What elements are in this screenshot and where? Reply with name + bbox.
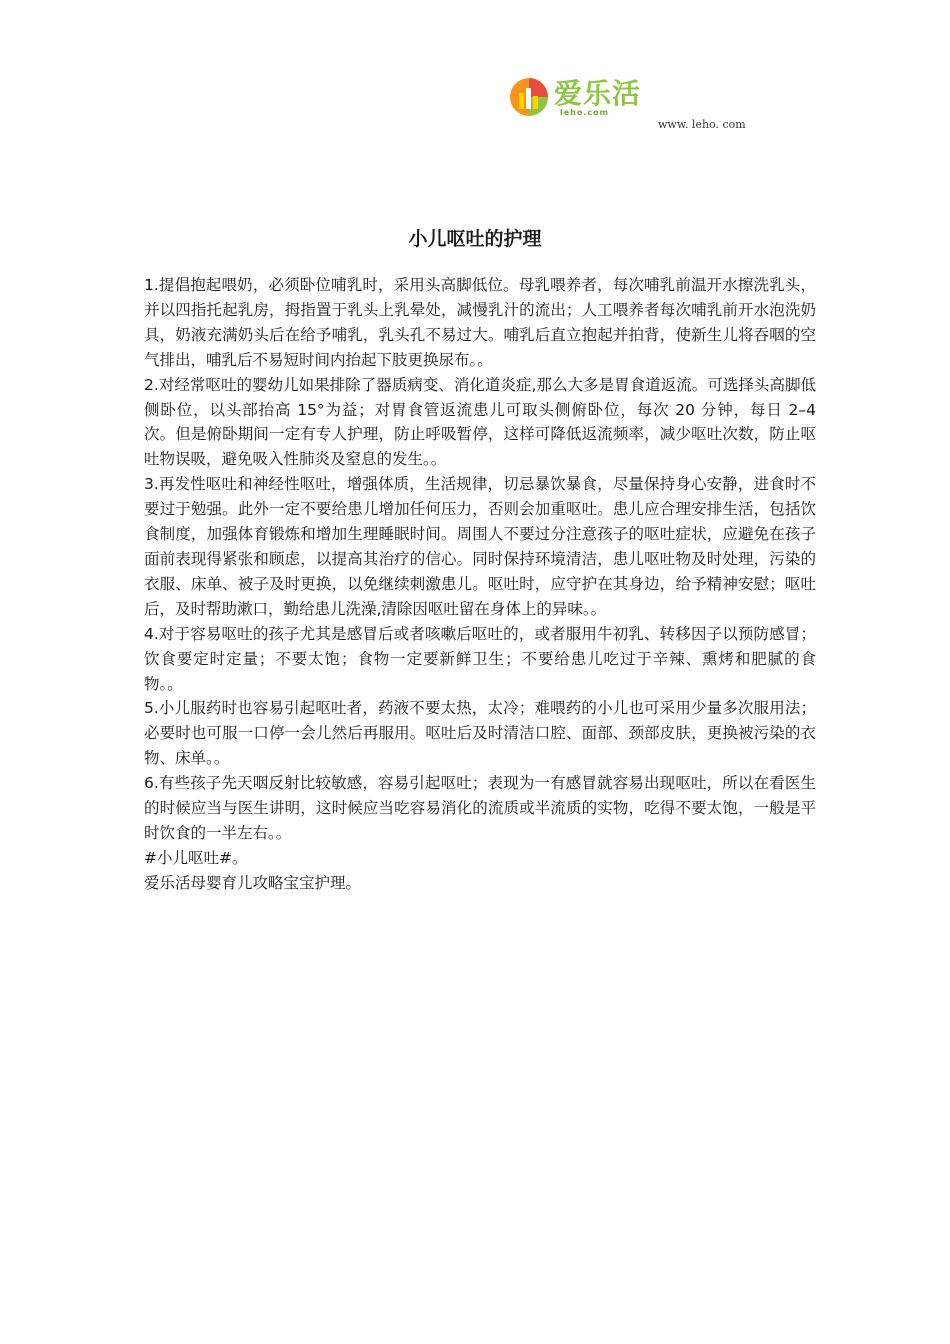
paragraph-2: 2.对经常呕吐的婴幼儿如果排除了器质病变、消化道炎症,那么大多是胃食道返流。可选择头高脚低侧卧位，以头部抬高 15°为益；对胃食管返流患儿可取头侧俯卧位，每次 20 分钟，每日 2–4 次。但是俯卧期间一定有专人护理，防止呼吸暂停，这样可降低返流频率，减少呕吐次数，防止呕吐物误吸，避免吸入性肺炎及窒息的发生。。 <box>144 375 816 469</box>
paragraph-4: 4.对于容易呕吐的孩子尤其是感冒后或者咳嗽后呕吐的，或者服用牛初乳、转移因子以预防感冒；饮食要定时定量；不要太饱；食物一定要新鲜卫生；不要给患儿吃过于辛辣、熏烤和肥腻的食物。。 <box>144 624 816 693</box>
logo-subtext: leho.com <box>560 108 609 117</box>
source-line: 爱乐活母婴育儿攻略宝宝护理。 <box>144 873 362 892</box>
paragraph-5: 5.小儿服药时也容易引起呕吐者，药液不要太热，太冷；难喂药的小儿也可采用少量多次服用法；必要时也可服一口停一会儿然后再服用。呕吐后及时清洁口腔、面部、颈部皮肤，更换被污染的衣物、床单。。 <box>144 699 816 768</box>
logo-name: 爱乐活 <box>554 77 642 110</box>
leho-logo[interactable] <box>508 74 658 126</box>
leho-logo-mark-icon <box>508 76 550 118</box>
hashtag-line: #小儿呕吐#。 <box>144 848 248 867</box>
paragraph-1: 1.提倡抱起喂奶，必须卧位哺乳时，采用头高脚低位。母乳喂养者，每次哺乳前温开水擦洗乳头，并以四指托起乳房，拇指置于乳头上乳晕处，减慢乳汁的流出；人工喂养者每次哺乳前开水泡洗奶具，奶液充满奶头后在给予哺乳，乳头孔不易过大。哺乳后直立抱起并拍背，使新生儿将吞咽的空气排出，哺乳后不易短时间内抬起下肢更换尿布。。 <box>144 276 816 369</box>
paragraph-3: 3.再发性呕吐和神经性呕吐，增强体质，生活规律，切忌暴饮暴食，尽量保持身心安静，进食时不要过于勉强。此外一定不要给患儿增加任何压力，否则会加重呕吐。患儿应合理安排生活，包括饮食制度，加强体育锻炼和增加生理睡眠时间。周围人不要过分注意孩子的呕吐症状，应避免在孩子面前表现得紧张和顾虑，以提高其治疗的信心。同时保持环境清洁，患儿呕吐物及时处理，污染的衣服、床单、被子及时更换，以免继续刺激患儿。呕吐时，应守护在其身边，给予精神安慰；呕吐后，及时帮助漱口，勤给患儿洗澡,清除因呕吐留在身体上的异味。。 <box>144 475 816 618</box>
article-title: 小儿呕吐的护理 <box>408 228 542 250</box>
site-url[interactable]: www. leho. com <box>658 118 746 131</box>
article-body <box>144 273 816 896</box>
paragraph-6: 6.有些孩子先天咽反射比较敏感，容易引起呕吐；表现为一有感冒就容易出现呕吐，所以在看医生的时候应当与医生讲明，这时候应当吃容易消化的流质或半流质的实物，吃得不要太饱，一般是平时饮食的一半左右。。 <box>144 774 816 842</box>
